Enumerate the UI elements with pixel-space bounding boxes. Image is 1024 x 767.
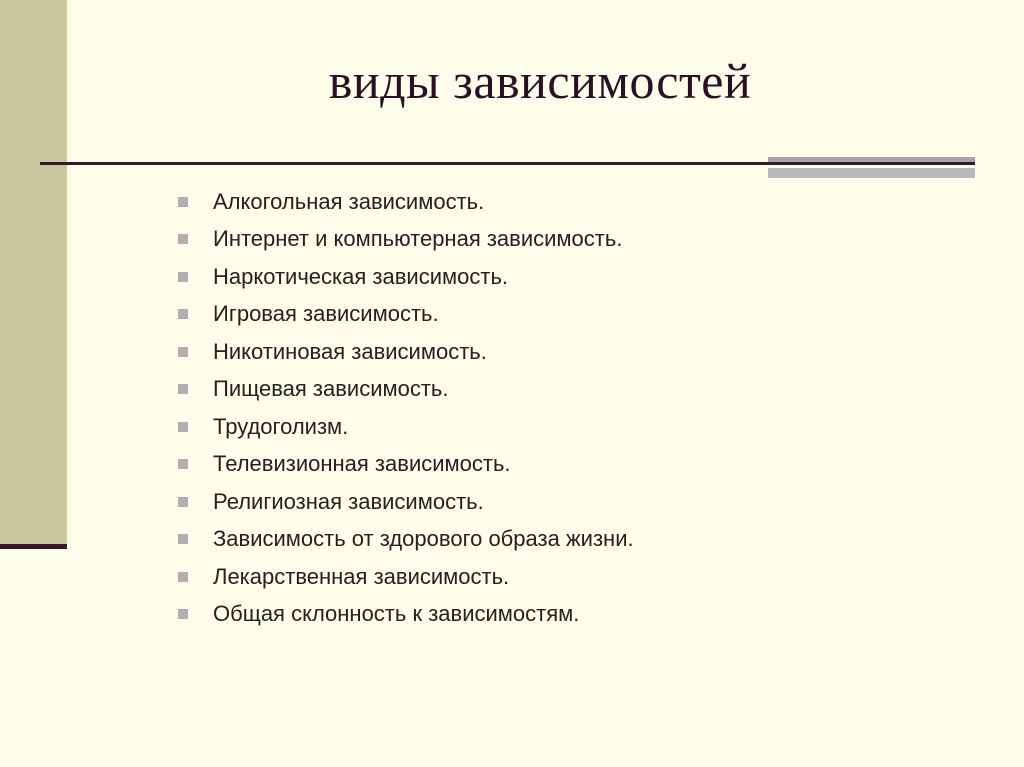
list-item [178, 221, 634, 259]
list-item [178, 558, 634, 596]
list-item-text: Религиозная зависимость. [213, 488, 484, 514]
square-bullet-icon [178, 272, 188, 282]
list-item [178, 596, 634, 634]
square-bullet-icon [178, 422, 188, 432]
square-bullet-icon [178, 197, 188, 207]
list-item-text: Телевизионная зависимость. [213, 451, 511, 477]
decor-gray-bar-top [768, 157, 975, 162]
list-item-text: Наркотическая зависимость. [213, 263, 509, 289]
square-bullet-icon [178, 534, 188, 544]
square-bullet-icon [178, 347, 188, 357]
list-item-text: Лекарственная зависимость. [213, 563, 510, 589]
list-item-text: Общая склонность к зависимостям. [213, 601, 580, 627]
list-item-text: Трудоголизм. [213, 413, 349, 439]
left-decor-underline [0, 544, 67, 549]
list-item [178, 483, 634, 521]
square-bullet-icon [178, 384, 188, 394]
title-divider [40, 162, 975, 165]
list-item [178, 371, 634, 409]
square-bullet-icon [178, 609, 188, 619]
list-item [178, 258, 634, 296]
list-item-text: Игровая зависимость. [213, 301, 439, 327]
square-bullet-icon [178, 459, 188, 469]
list-item [178, 408, 634, 446]
list-item-text: Никотиновая зависимость. [213, 338, 487, 364]
list-item [178, 521, 634, 559]
bullet-list [178, 183, 634, 633]
list-item-text: Зависимость от здорового образа жизни. [213, 526, 634, 552]
square-bullet-icon [178, 234, 188, 244]
square-bullet-icon [178, 572, 188, 582]
list-item [178, 296, 634, 334]
list-item-text: Интернет и компьютерная зависимость. [213, 226, 623, 252]
list-item [178, 333, 634, 371]
square-bullet-icon [178, 309, 188, 319]
list-item-text: Пищевая зависимость. [213, 376, 449, 402]
list-item [178, 183, 634, 221]
list-item-text: Алкогольная зависимость. [213, 188, 485, 214]
slide-title: виды зависимостей [328, 53, 752, 109]
decor-gray-bar-bottom [768, 168, 975, 178]
square-bullet-icon [178, 497, 188, 507]
list-item [178, 446, 634, 484]
